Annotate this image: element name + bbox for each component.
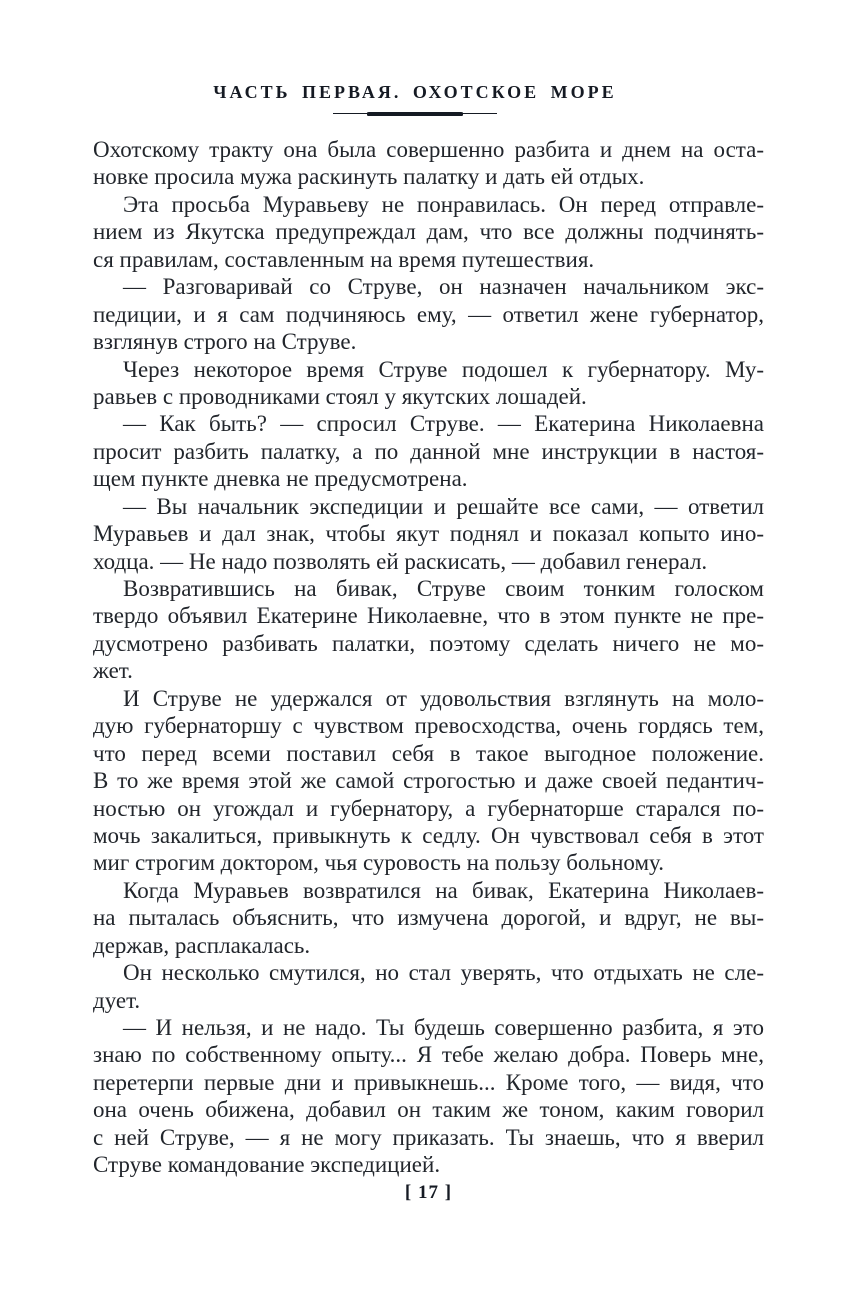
paragraph [93,575,764,685]
text-line: дую губернаторшу с чувством превосходства, очень гордясь тем, [93,713,764,739]
text-line: — И нельзя, и не надо. Ты будешь совершенно разбита, я это [123,1015,764,1040]
paragraph [93,959,764,1014]
text-line: миг строгим доктором, чья суровость на пользу больному. [93,850,664,876]
text-line: Струве командование экспедицией. [93,1152,441,1178]
text-line: жет. [93,658,133,684]
text-line: просит разбить палатку, а по данной мне инструкции в настоя- [93,438,764,464]
text-line: с ней Струве, — я не могу приказать. Ты знаешь, что я вверил [93,1124,764,1150]
text-line: дует. [93,987,141,1013]
text-line: — Вы начальник экспедиции и решайте все сами, — ответил [123,493,764,519]
text-block [93,136,764,1179]
text-line: знаю по собственному опыту... Я тебе желаю добра. Поверь мне, [93,1042,764,1068]
text-line: на пыталась объяснить, что измучена дорогой, и вдруг, не вы- [93,905,764,931]
text-line: Он несколько смутился, но стал уверять, что отдыхать не сле- [123,960,764,986]
text-line: новке просила мужа раскинуть палатку и дать ей отдых. [93,164,645,190]
paragraph [93,1014,764,1179]
text-line: Эта просьба Муравьеву не понравилась. Он перед отправле- [123,191,764,217]
page-number: [ 17 ] [404,1182,453,1203]
text-line: педиции, и я сам подчиняюсь ему, — ответил жене губернатор, [93,301,764,327]
text-line: Возвратившись на бивак, Струве своим тонким голоском [123,576,764,601]
text-line: мочь закалиться, привыкнуть к седлу. Он чувствовал себя в этот [93,822,764,848]
paragraph [93,493,764,575]
paragraph [93,410,764,492]
text-line: перетерпи первые дни и привыкнешь... Кроме того, — видя, что [93,1069,764,1095]
paragraph [93,356,764,411]
text-line: — Разговаривай со Струве, он назначен начальником экс- [123,274,764,300]
text-line: Охотскому тракту она была совершенно разбита и днем на оста- [93,137,764,162]
text-line: что перед всеми поставил себя в такое выгодное положение. [93,740,764,766]
text-line: И Струве не удержался от удовольствия взглянуть на моло- [123,685,764,711]
text-line: равьев с проводниками стоял у якутских лошадей. [93,383,587,409]
ornament-thick-bar [367,112,463,116]
text-line: нием из Якутска предупреждал дам, что все должны подчинять- [93,219,764,245]
paragraph [93,273,764,355]
text-line: она очень обижена, добавил он таким же тоном, каким говорил [93,1097,764,1123]
paragraph [93,877,764,959]
text-line: — Как быть? — спросил Струве. — Екатерина Николаевна [123,411,764,437]
text-line: Через некоторое время Струве подошел к губернатору. Му- [123,356,764,382]
header-ornament-rule [333,111,497,116]
paragraph [93,191,764,273]
text-line: ся правилам, составленным на время путешествия. [93,246,595,272]
running-head: ЧАСТЬ ПЕРВАЯ. ОХОТСКОЕ МОРЕ [213,82,617,102]
text-line: щем пункте дневка не предусмотрена. [93,466,468,492]
text-line: дусмотрено разбивать палатки, поэтому сделать ничего не мо- [93,630,764,656]
text-line: Муравьев и дал знак, чтобы якут поднял и показал копыто ино- [93,521,764,547]
text-line: держав, расплакалась. [93,932,311,958]
text-line: ходца. — Не надо позволять ей раскисать, — добавил генерал. [93,548,708,574]
text-line: Когда Муравьев возвратился на бивак, Екатерина Николаев- [123,877,764,903]
text-line: ностью он угождал и губернатору, а губернаторше старался по- [93,795,764,821]
text-line: взглянув строго на Струве. [93,329,357,355]
paragraph [93,685,764,877]
text-line: В то же время этой же самой строгостью и даже своей педантич- [93,768,764,794]
text-line: твердо объявил Екатерине Николаевне, что в этом пункте не пре- [93,603,764,629]
paragraph [93,136,764,191]
